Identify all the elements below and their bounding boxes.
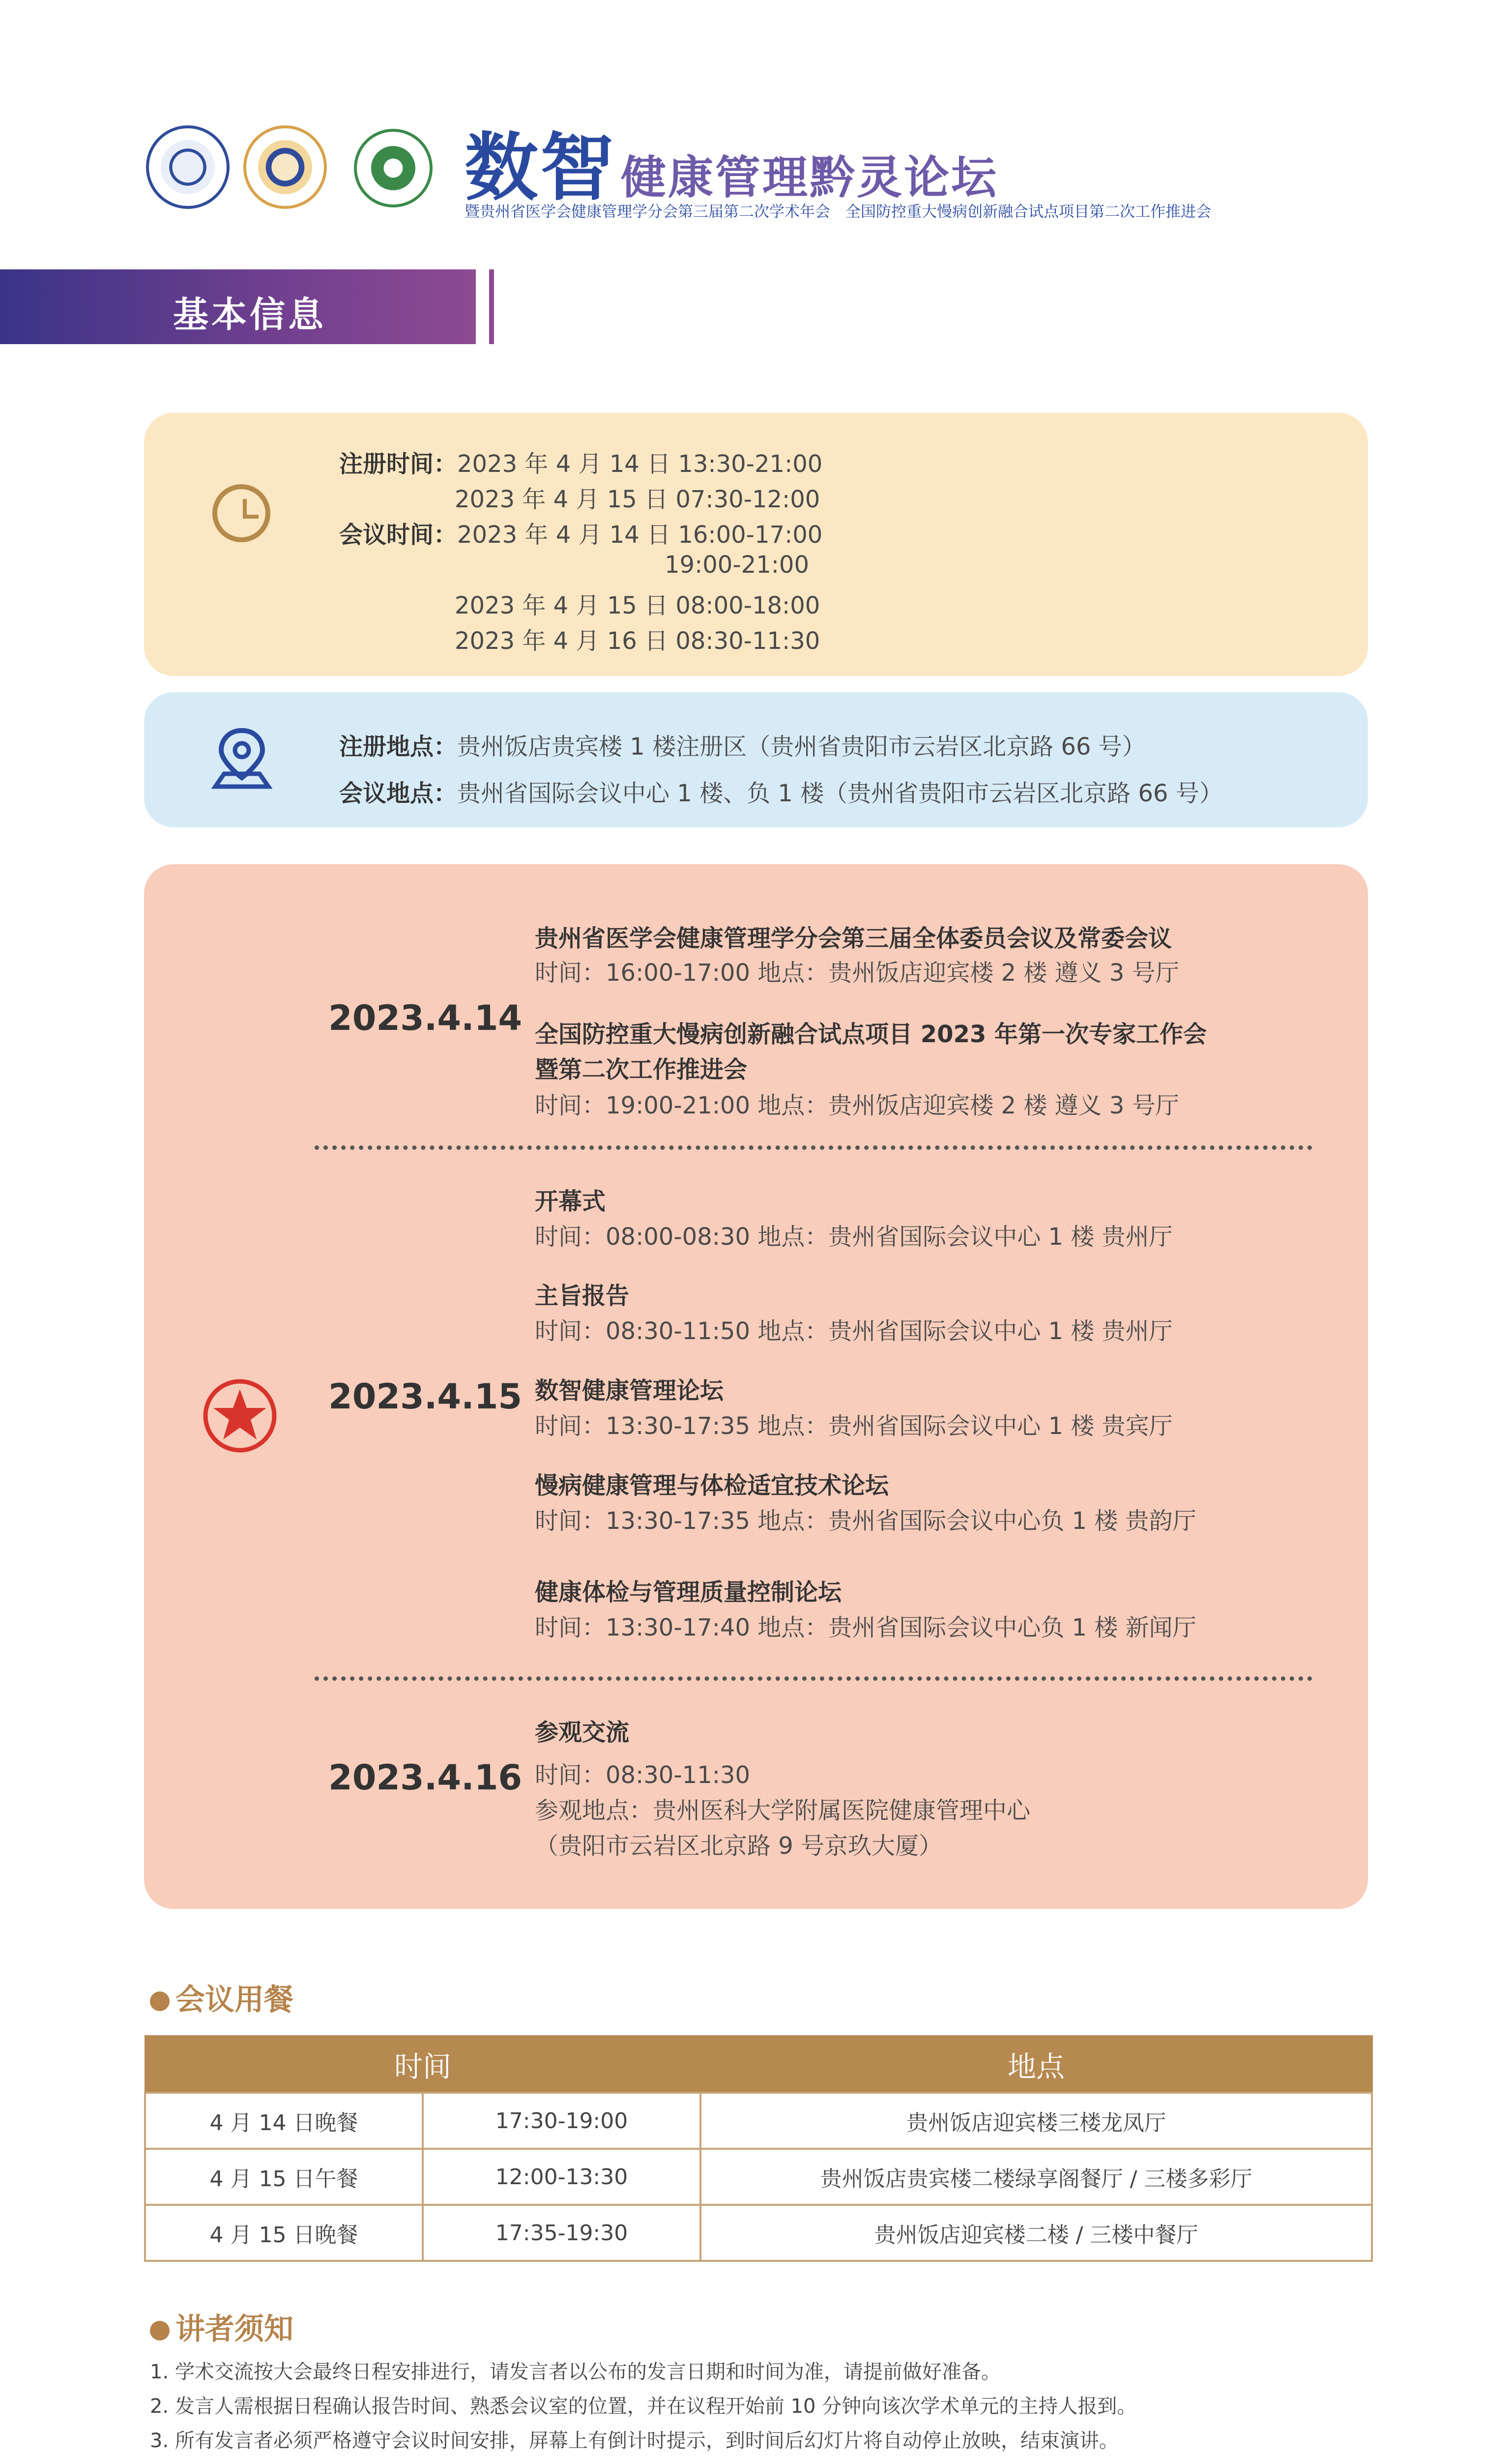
banner-divider: [489, 269, 494, 344]
row-value: 贵州饭店贵宾楼 1 楼注册区（贵州省贵阳市云岩区北京路 66 号）: [457, 733, 1146, 761]
table-row: [145, 2093, 1372, 2149]
speaker-list: [150, 2355, 1379, 2458]
page-subtitle: 暨贵州省医学会健康管理学分会第三届第二次学术年会 全国防控重大慢病创新融合试点项目第二次工作推进会: [465, 203, 1211, 221]
meal-time: 17:35-19:30: [423, 2205, 700, 2261]
row-value: 2023 年 4 月 15 日 08:00-18:00: [455, 592, 820, 619]
day2-event-info: 时间：13:30-17:35 地点：贵州省国际会议中心 1 楼 贵宾厅: [535, 1412, 1173, 1440]
day1-date: 2023.4.14: [328, 998, 523, 1038]
day2-event-info: 时间：08:30-11:50 地点：贵州省国际会议中心 1 楼 贵州厅: [535, 1317, 1173, 1345]
title-rest: 健康管理黔灵论坛: [621, 151, 999, 204]
day2-event-title: 数智健康管理论坛: [535, 1377, 724, 1405]
row-value: 贵州省国际会议中心 1 楼、负 1 楼（贵州省贵阳市云岩区北京路 66 号）: [457, 780, 1223, 807]
meal-day: 4 月 15 日晚餐: [145, 2205, 423, 2261]
time-row-5: [455, 586, 820, 620]
meals-heading-text: 会议用餐: [175, 1983, 293, 2017]
meal-place: 贵州饭店迎宾楼三楼龙凤厅: [700, 2093, 1372, 2149]
row-label: 注册时间：: [339, 450, 458, 478]
table-header-row: [145, 2036, 1372, 2093]
time-row-2: [455, 480, 820, 514]
meal-place: 贵州饭店贵宾楼二楼绿享阁餐厅 / 三楼多彩厅: [700, 2149, 1372, 2205]
time-row-6: [455, 622, 820, 656]
row-value: 2023 年 4 月 16 日 08:30-11:30: [455, 627, 820, 655]
row-value: 2023 年 4 月 15 日 07:30-12:00: [455, 486, 820, 513]
table-row: [145, 2205, 1372, 2261]
day2-event-title: 慢病健康管理与体检适宜技术论坛: [535, 1472, 889, 1499]
meal-day: 4 月 15 日午餐: [145, 2149, 423, 2205]
day3-event-address: （贵阳市云岩区北京路 9 号京玖大厦）: [535, 1832, 943, 1860]
col-place-header: 地点: [700, 2036, 1372, 2093]
row-label: 会议时间：: [339, 521, 458, 549]
star-icon: [201, 1376, 279, 1455]
logo-2: [243, 125, 327, 209]
day1-event2-title: 全国防控重大慢病创新融合试点项目 2023 年第一次专家工作会: [535, 1021, 1207, 1048]
bullet-dot: [150, 2321, 170, 2341]
loc-row-1: [339, 728, 1146, 761]
day1-event2-info: 时间：19:00-21:00 地点：贵州饭店迎宾楼 2 楼 遵义 3 号厅: [535, 1092, 1179, 1119]
table-row: [145, 2149, 1372, 2205]
loc-row-2: [339, 774, 1223, 808]
logo-1: [146, 125, 230, 209]
list-item: 1. 学术交流按大会最终日程安排进行，请发言者以公布的发言日期和时间为准，请提前做好准备。: [150, 2361, 1001, 2383]
speaker-heading: [150, 2306, 293, 2348]
location-icon: [211, 727, 272, 790]
meal-place: 贵州饭店迎宾楼二楼 / 三楼中餐厅: [700, 2205, 1372, 2261]
day2-event-title: 健康体检与管理质量控制论坛: [535, 1579, 842, 1606]
day2-event-title: 主旨报告: [535, 1282, 630, 1310]
divider: [315, 1676, 1312, 1681]
logo-3: [354, 129, 433, 207]
list-item: 2. 发言人需根据日程确认报告时间、熟悉会议室的位置，并在议程开始前 10 分钟向该次学术单元的主持人报到。: [150, 2395, 1137, 2418]
row-value: 19:00-21:00: [665, 551, 809, 579]
day2-event-info: 时间：13:30-17:35 地点：贵州省国际会议中心负 1 楼 贵韵厅: [535, 1507, 1196, 1535]
row-value: 2023 年 4 月 14 日 13:30-21:00: [457, 450, 823, 478]
col-time-header: 时间: [145, 2036, 700, 2093]
day1-event1-title: 贵州省医学会健康管理学分会第三届全体委员会议及常委会议: [535, 925, 1172, 952]
page-title: [465, 108, 998, 214]
day2-event-info: 时间：08:00-08:30 地点：贵州省国际会议中心 1 楼 贵州厅: [535, 1223, 1173, 1251]
speaker-heading-text: 讲者须知: [175, 2312, 293, 2346]
list-item: 3. 所有发言者必须严格遵守会议时间安排，屏幕上有倒计时提示，到时间后幻灯片将自动停止放映，结束演讲。: [150, 2429, 1119, 2452]
meal-time: 12:00-13:30: [423, 2149, 700, 2205]
time-row-4: [665, 551, 809, 579]
day2-date: 2023.4.15: [328, 1376, 523, 1417]
row-label: 会议地点：: [339, 780, 458, 807]
bullet-dot: [150, 1991, 170, 2011]
day3-event-time: 时间：08:30-11:30: [535, 1761, 750, 1789]
row-label: 注册地点：: [339, 733, 458, 761]
day2-event-title: 开幕式: [535, 1188, 606, 1215]
day2-event-info: 时间：13:30-17:40 地点：贵州省国际会议中心负 1 楼 新闻厅: [535, 1614, 1196, 1641]
day1-event2-title-cont: 暨第二次工作推进会: [535, 1056, 748, 1083]
row-value: 2023 年 4 月 14 日 16:00-17:00: [457, 521, 823, 549]
meal-day: 4 月 14 日晚餐: [145, 2093, 423, 2149]
time-row-1: [339, 445, 822, 479]
banner-label: 基本信息: [173, 294, 327, 335]
day3-date: 2023.4.16: [328, 1757, 523, 1798]
meals-heading: [150, 1976, 293, 2019]
day3-event-place: 参观地点：贵州医科大学附属医院健康管理中心: [535, 1797, 1031, 1824]
day3-event-title: 参观交流: [535, 1719, 630, 1746]
title-main: 数智: [465, 125, 616, 211]
clock-icon: [212, 484, 270, 542]
meal-time: 17:30-19:00: [423, 2093, 700, 2149]
divider: [315, 1145, 1312, 1150]
day1-event1-info: 时间：16:00-17:00 地点：贵州饭店迎宾楼 2 楼 遵义 3 号厅: [535, 959, 1179, 987]
time-row-3: [339, 516, 822, 550]
meal-table: [144, 2035, 1373, 2262]
